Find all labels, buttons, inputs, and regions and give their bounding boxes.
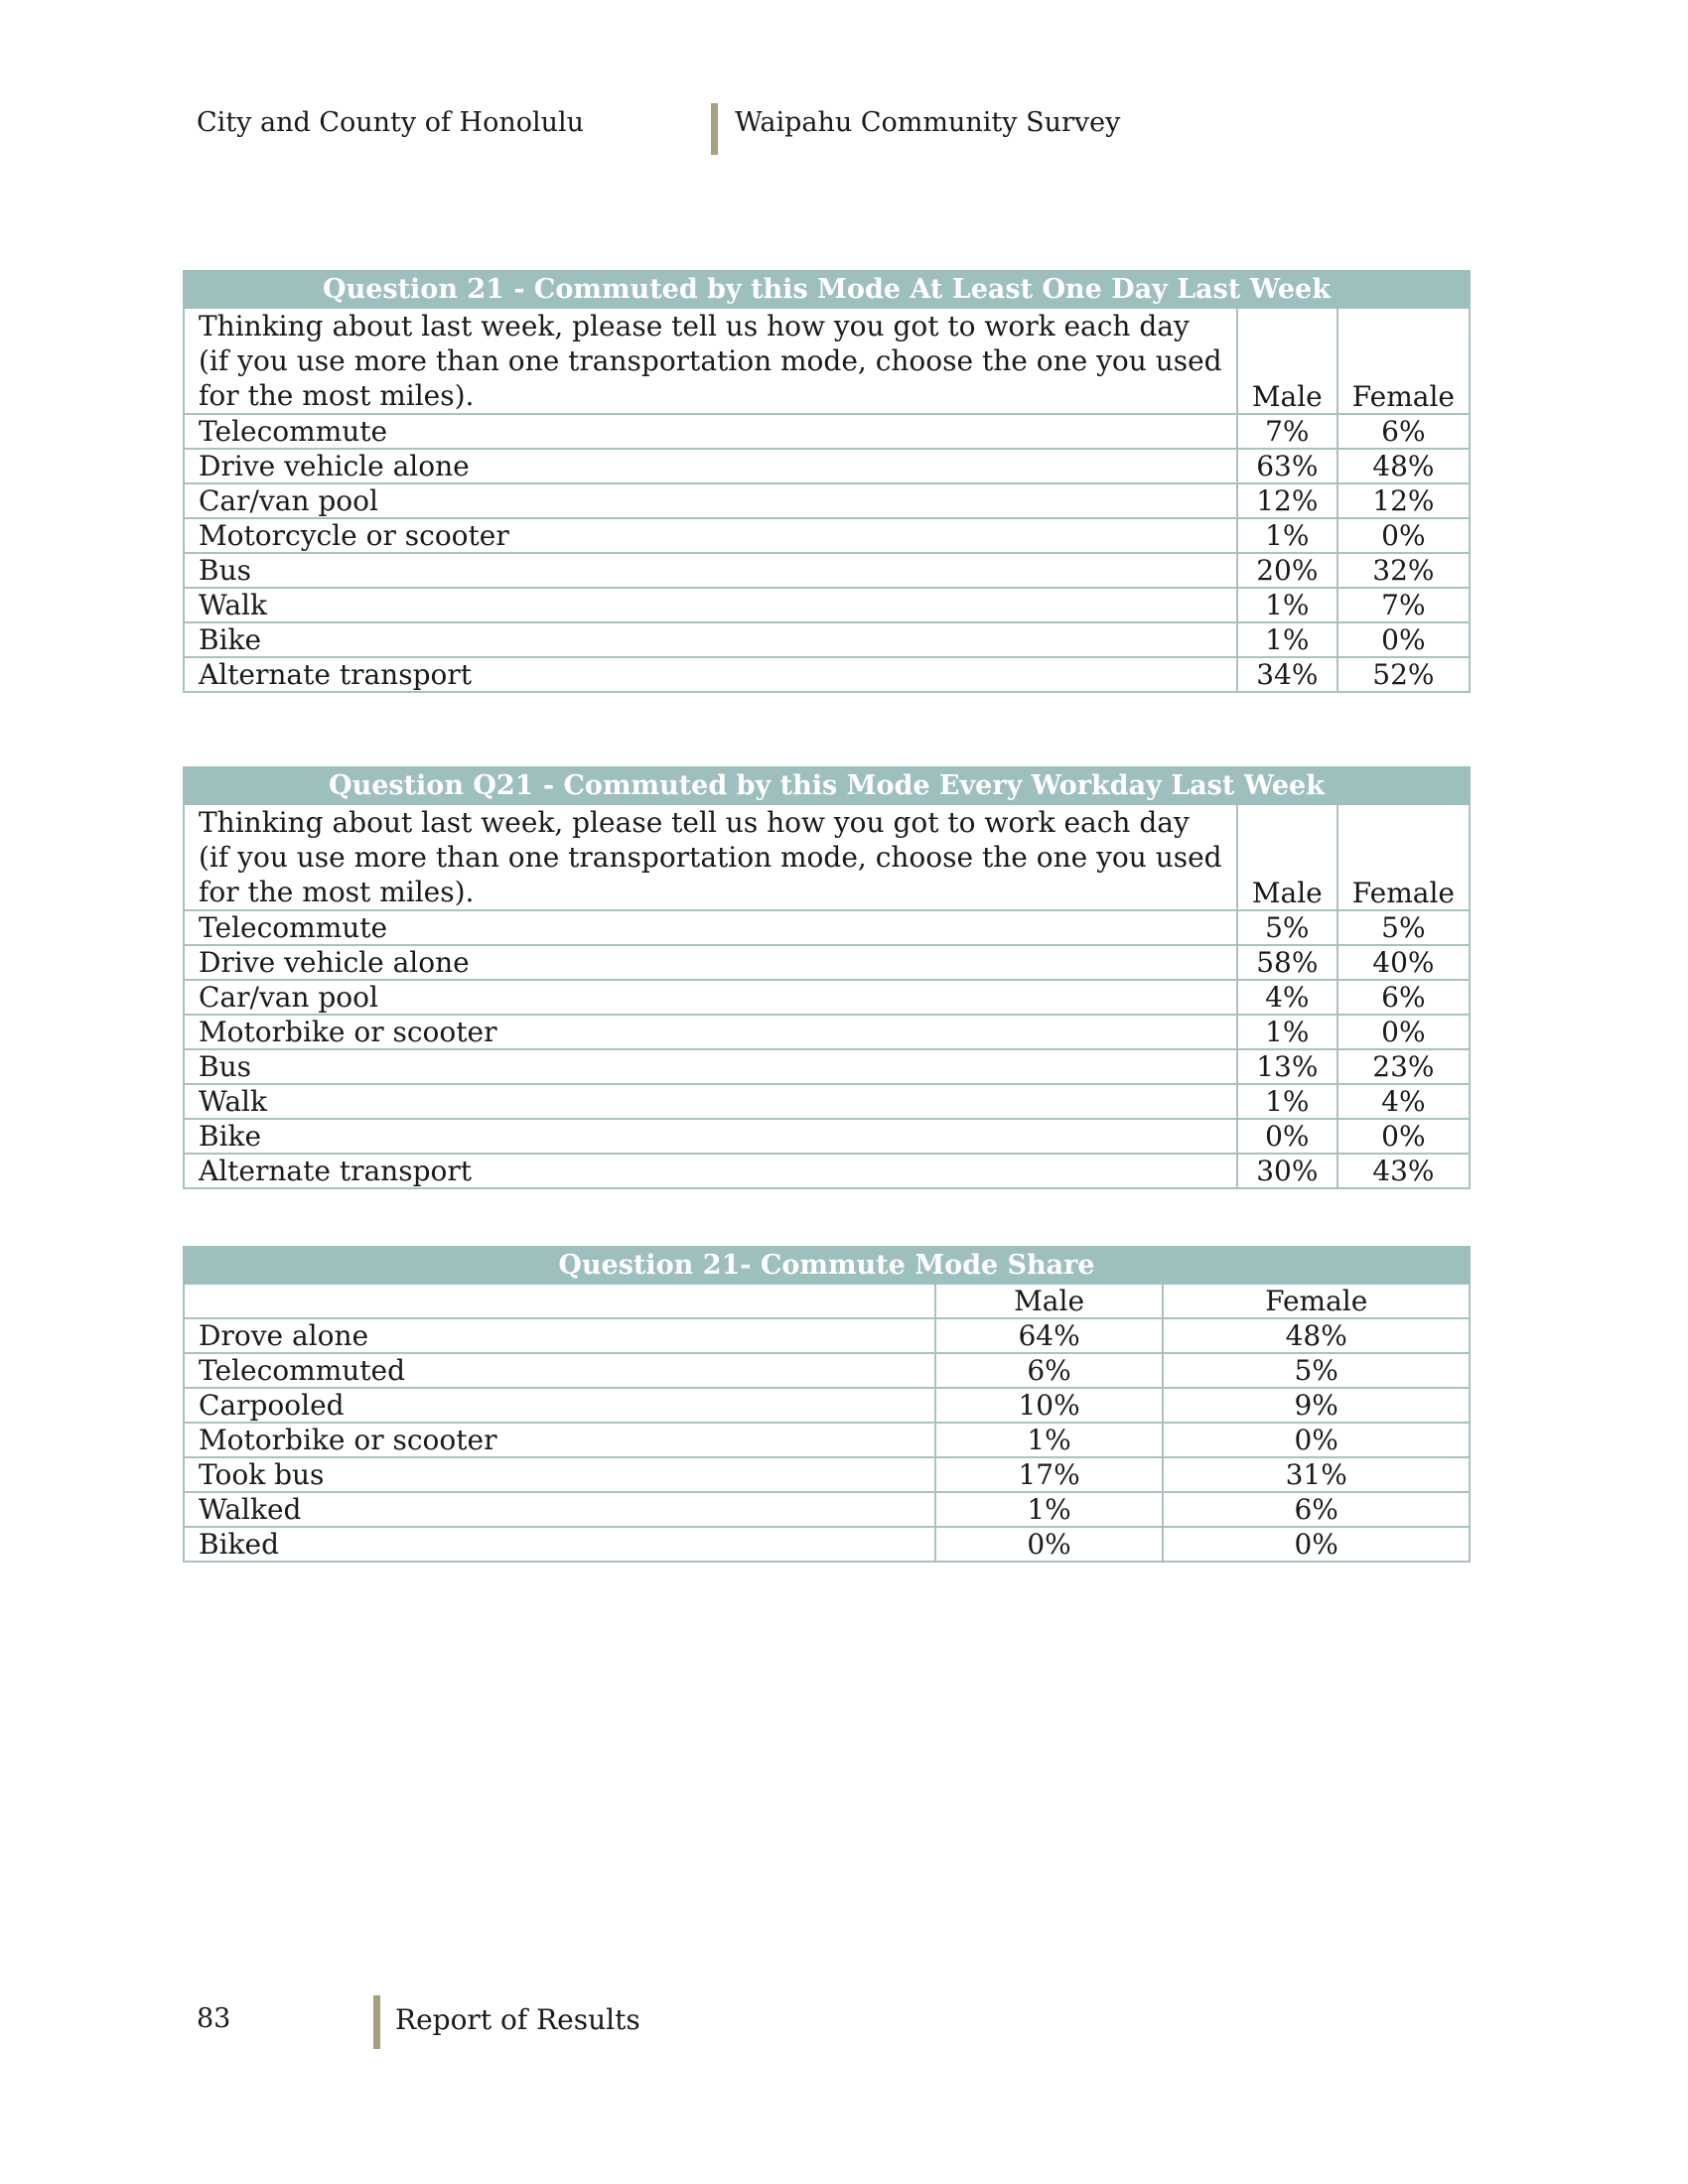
header-divider-bar bbox=[711, 103, 718, 155]
table-title-row bbox=[184, 1247, 1470, 1284]
column-header-male: Male bbox=[935, 1284, 1164, 1318]
male-value: 0% bbox=[1237, 1119, 1337, 1154]
male-value: 34% bbox=[1237, 657, 1337, 692]
male-value: 1% bbox=[1237, 1084, 1337, 1119]
table-title: Question Q21 - Commuted by this Mode Every Workday Last Week bbox=[184, 767, 1470, 804]
column-header-male: Male bbox=[1237, 308, 1337, 414]
female-value: 52% bbox=[1337, 657, 1470, 692]
question-text: Thinking about last week, please tell us how you got to work each day (if you use more than one transportation mode, choose the one you used for the most miles). bbox=[184, 308, 1237, 414]
footer-divider-bar bbox=[373, 1995, 380, 2049]
row-label: Bus bbox=[184, 1049, 1237, 1084]
male-value: 6% bbox=[935, 1353, 1164, 1388]
table-row bbox=[184, 1457, 1470, 1492]
table-title: Question 21 - Commuted by this Mode At Least One Day Last Week bbox=[184, 271, 1470, 308]
row-label: Motorbike or scooter bbox=[184, 1423, 935, 1457]
female-value: 0% bbox=[1337, 622, 1470, 657]
table-q21-every-workday bbox=[183, 766, 1471, 1189]
female-value: 5% bbox=[1163, 1353, 1470, 1388]
table-row bbox=[184, 1119, 1470, 1154]
row-label: Biked bbox=[184, 1527, 935, 1562]
table-title: Question 21- Commute Mode Share bbox=[184, 1247, 1470, 1284]
column-header-female: Female bbox=[1163, 1284, 1470, 1318]
male-value: 58% bbox=[1237, 945, 1337, 980]
table-row bbox=[184, 1388, 1470, 1423]
male-value: 0% bbox=[935, 1527, 1164, 1562]
table-row bbox=[184, 553, 1470, 588]
male-value: 1% bbox=[935, 1492, 1164, 1527]
female-value: 32% bbox=[1337, 553, 1470, 588]
male-value: 1% bbox=[1237, 518, 1337, 553]
page-footer bbox=[197, 1995, 892, 2049]
female-value: 0% bbox=[1163, 1527, 1470, 1562]
row-label: Bike bbox=[184, 1119, 1237, 1154]
table-row bbox=[184, 657, 1470, 692]
page-number: 83 bbox=[197, 2003, 231, 2034]
footer-section-title: Report of Results bbox=[395, 2003, 640, 2036]
row-label: Took bus bbox=[184, 1457, 935, 1492]
male-value: 1% bbox=[1237, 588, 1337, 622]
female-value: 48% bbox=[1337, 449, 1470, 483]
table-row bbox=[184, 414, 1470, 449]
female-value: 43% bbox=[1337, 1154, 1470, 1188]
header-document-title: Waipahu Community Survey bbox=[735, 107, 1121, 138]
male-value: 64% bbox=[935, 1318, 1164, 1353]
table-row bbox=[184, 945, 1470, 980]
column-header-empty bbox=[184, 1284, 935, 1318]
female-value: 6% bbox=[1337, 414, 1470, 449]
male-value: 12% bbox=[1237, 483, 1337, 518]
table-row bbox=[184, 1423, 1470, 1457]
row-label: Telecommute bbox=[184, 910, 1237, 945]
female-value: 48% bbox=[1163, 1318, 1470, 1353]
row-label: Car/van pool bbox=[184, 980, 1237, 1015]
row-label: Motorbike or scooter bbox=[184, 1015, 1237, 1049]
male-value: 13% bbox=[1237, 1049, 1337, 1084]
male-value: 17% bbox=[935, 1457, 1164, 1492]
table-row bbox=[184, 1049, 1470, 1084]
table-column-header-row bbox=[184, 1284, 1470, 1318]
male-value: 63% bbox=[1237, 449, 1337, 483]
row-label: Alternate transport bbox=[184, 657, 1237, 692]
row-label: Telecommute bbox=[184, 414, 1237, 449]
row-label: Walked bbox=[184, 1492, 935, 1527]
female-value: 0% bbox=[1163, 1423, 1470, 1457]
male-value: 30% bbox=[1237, 1154, 1337, 1188]
female-value: 0% bbox=[1337, 1119, 1470, 1154]
male-value: 5% bbox=[1237, 910, 1337, 945]
female-value: 4% bbox=[1337, 1084, 1470, 1119]
table-row bbox=[184, 1353, 1470, 1388]
male-value: 20% bbox=[1237, 553, 1337, 588]
table-question-row bbox=[184, 804, 1470, 910]
female-value: 23% bbox=[1337, 1049, 1470, 1084]
question-text: Thinking about last week, please tell us how you got to work each day (if you use more than one transportation mode, choose the one you used for the most miles). bbox=[184, 804, 1237, 910]
male-value: 1% bbox=[935, 1423, 1164, 1457]
female-value: 7% bbox=[1337, 588, 1470, 622]
female-value: 31% bbox=[1163, 1457, 1470, 1492]
row-label: Drive vehicle alone bbox=[184, 945, 1237, 980]
table-row bbox=[184, 910, 1470, 945]
table-row bbox=[184, 518, 1470, 553]
row-label: Drive vehicle alone bbox=[184, 449, 1237, 483]
header-organization: City and County of Honolulu bbox=[197, 107, 585, 138]
table-q21-at-least-one-day bbox=[183, 270, 1471, 693]
female-value: 6% bbox=[1163, 1492, 1470, 1527]
table-q21-commute-mode-share bbox=[183, 1246, 1471, 1563]
page-header bbox=[197, 103, 1468, 155]
female-value: 0% bbox=[1337, 518, 1470, 553]
column-header-female: Female bbox=[1337, 804, 1470, 910]
column-header-female: Female bbox=[1337, 308, 1470, 414]
table-row bbox=[184, 1492, 1470, 1527]
row-label: Motorcycle or scooter bbox=[184, 518, 1237, 553]
row-label: Bike bbox=[184, 622, 1237, 657]
female-value: 9% bbox=[1163, 1388, 1470, 1423]
female-value: 40% bbox=[1337, 945, 1470, 980]
female-value: 5% bbox=[1337, 910, 1470, 945]
table-row bbox=[184, 1015, 1470, 1049]
row-label: Walk bbox=[184, 1084, 1237, 1119]
male-value: 10% bbox=[935, 1388, 1164, 1423]
table-title-row bbox=[184, 271, 1470, 308]
row-label: Walk bbox=[184, 588, 1237, 622]
table-row bbox=[184, 622, 1470, 657]
column-header-male: Male bbox=[1237, 804, 1337, 910]
male-value: 7% bbox=[1237, 414, 1337, 449]
female-value: 12% bbox=[1337, 483, 1470, 518]
table-row bbox=[184, 1318, 1470, 1353]
row-label: Drove alone bbox=[184, 1318, 935, 1353]
table-question-row bbox=[184, 308, 1470, 414]
row-label: Bus bbox=[184, 553, 1237, 588]
table-row bbox=[184, 588, 1470, 622]
table-row bbox=[184, 1527, 1470, 1562]
table-row bbox=[184, 483, 1470, 518]
table-row bbox=[184, 1084, 1470, 1119]
row-label: Carpooled bbox=[184, 1388, 935, 1423]
table-title-row bbox=[184, 767, 1470, 804]
row-label: Telecommuted bbox=[184, 1353, 935, 1388]
row-label: Car/van pool bbox=[184, 483, 1237, 518]
table-row bbox=[184, 980, 1470, 1015]
row-label: Alternate transport bbox=[184, 1154, 1237, 1188]
table-row bbox=[184, 449, 1470, 483]
female-value: 6% bbox=[1337, 980, 1470, 1015]
male-value: 4% bbox=[1237, 980, 1337, 1015]
male-value: 1% bbox=[1237, 1015, 1337, 1049]
female-value: 0% bbox=[1337, 1015, 1470, 1049]
male-value: 1% bbox=[1237, 622, 1337, 657]
table-row bbox=[184, 1154, 1470, 1188]
